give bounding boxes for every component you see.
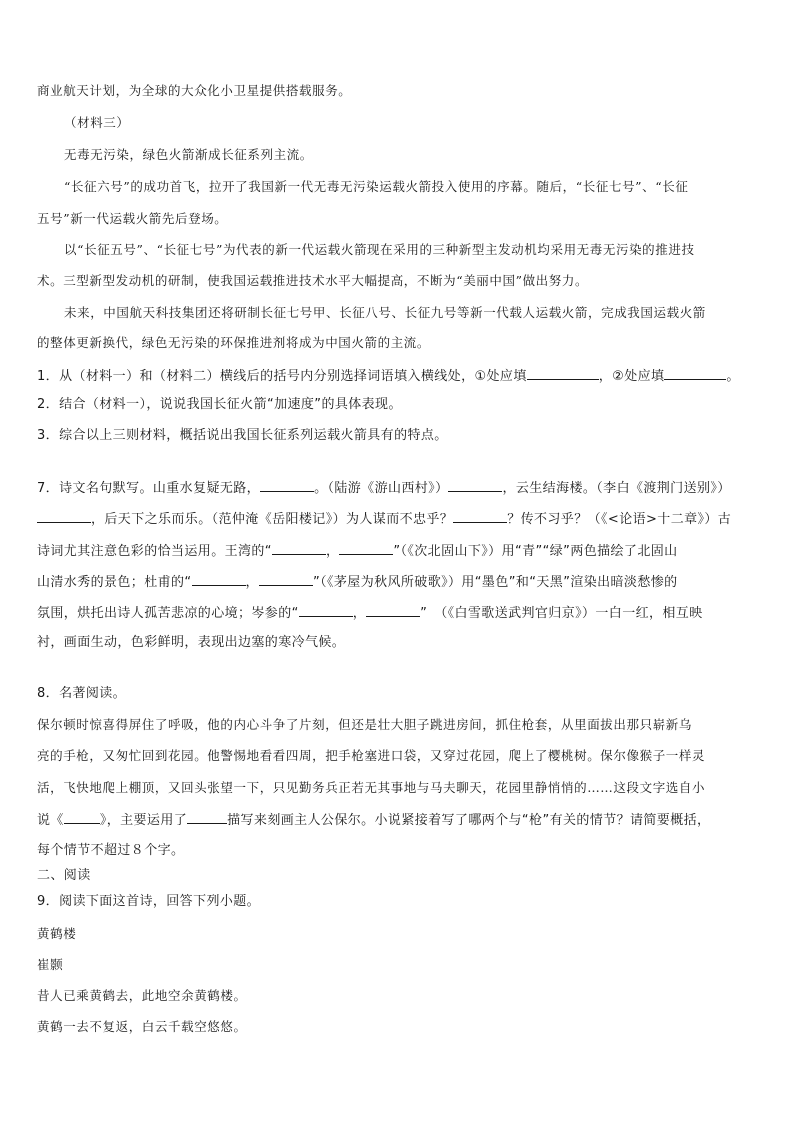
section-2-heading: 二、阅读 bbox=[37, 868, 91, 883]
q7-blank-4[interactable] bbox=[453, 509, 507, 523]
q8-title: 8．名著阅读。 bbox=[37, 686, 127, 701]
q8-line1: 保尔顿时惊喜得屏住了呼吸，他的内心斗争了片刻，但还是壮大胆子跳进房间，抓住枪套，从里面拔出那只崭新乌 bbox=[37, 717, 693, 732]
material3-p1: 无毒无污染，绿色火箭渐成长征系列主流。 bbox=[64, 147, 313, 162]
q7-blank-1[interactable] bbox=[260, 478, 314, 492]
q7-l5-c: ” （《白雪歌送武判官归京》）一白一红，相互映 bbox=[420, 606, 703, 621]
q7-blank-7[interactable] bbox=[192, 572, 246, 586]
q7-l3-c: ”（《次北固山下》）用“青”“绿”两色描绘了北固山 bbox=[393, 544, 678, 559]
q7-l4-a: 山清水秀的景色；杜甫的“ bbox=[37, 575, 192, 590]
q7-blank-10[interactable] bbox=[366, 603, 420, 617]
material3-p2a: “长征六号”的成功首飞，拉开了我国新一代无毒无污染运载火箭投入使用的序幕。随后，“长征七号”、“长征 bbox=[64, 179, 689, 194]
q7-line1 bbox=[37, 478, 757, 498]
q7-l4-c: ”（《茅屋为秋风所破歌》）用“墨色”和“天黑”渲染出暗淡愁惨的 bbox=[312, 575, 678, 590]
q8-blank-2[interactable] bbox=[187, 810, 227, 824]
poem-author: 崔颢 bbox=[37, 957, 64, 972]
material3-p4a: 未来，中国航天科技集团还将研制长征七号甲、长征八号、长征九号等新一代载人运载火箭，完成我国运载火箭 bbox=[64, 305, 706, 320]
q6-sub1-text-a: 1．从（材料一）和（材料二）横线后的括号内分别选择词语填入横线处，①处应填 bbox=[37, 369, 527, 384]
q6-sub1-text-c: 。 bbox=[726, 369, 740, 384]
material3-p2b: 五号”新一代运载火箭先后登场。 bbox=[37, 211, 228, 226]
q7-l4-b: ， bbox=[245, 575, 259, 590]
q8-l4-b: 》，主要运用了 bbox=[99, 813, 188, 828]
q7-l2-a: ，后天下之乐而乐。（范仲淹《岳阳楼记》）为人谋而不忠乎？ bbox=[91, 512, 454, 527]
q7-line3 bbox=[37, 541, 757, 561]
q7-blank-9[interactable] bbox=[299, 603, 353, 617]
q7-blank-2[interactable] bbox=[448, 478, 502, 492]
q6-sub3: 3．综合以上三则材料，概括说出我国长征系列运载火箭具有的特点。 bbox=[37, 428, 448, 443]
q6-blank-1[interactable] bbox=[527, 366, 599, 380]
q7-blank-5[interactable] bbox=[272, 541, 326, 555]
q7-l1-c: ，云生结海楼。（李白《渡荆门送别》） bbox=[502, 481, 731, 496]
q7-blank-8[interactable] bbox=[259, 572, 313, 586]
material3-heading: （材料三） bbox=[64, 115, 130, 130]
q7-l5-b: ， bbox=[352, 606, 367, 621]
q7-line5 bbox=[37, 603, 757, 623]
q8-l4-c: 描写来刻画主人公保尔。小说紧接着写了哪两个与“枪”有关的情节？请简要概括， bbox=[227, 813, 711, 828]
q7-line6: 衬，画面生动，色彩鲜明，表现出边塞的寒冷气候。 bbox=[37, 635, 346, 650]
q6-blank-2[interactable] bbox=[664, 366, 726, 380]
q7-l1-b: 。（陆游《游山西村》） bbox=[314, 481, 449, 496]
material3-p3a: 以“长征五号”、“长征七号”为代表的新一代运载火箭现在采用的三种新型主发动机均采用无毒无污染的推进技 bbox=[64, 242, 695, 257]
q6-sub1 bbox=[37, 366, 757, 386]
q8-line2: 亮的手枪，又匆忙回到花园。他警惕地看看四周，把手枪塞进口袋，又穿过花园，爬上了樱桃树。保尔像猴子一样灵 bbox=[37, 748, 706, 763]
poem-title: 黄鹤楼 bbox=[37, 926, 77, 941]
q7-l2-b: ？传不习乎？（《<论语>十二章》）古 bbox=[507, 512, 732, 527]
q7-blank-6[interactable] bbox=[339, 541, 393, 555]
q8-line3: 活，飞快地爬上棚顶，又回头张望一下，只见勤务兵正若无其事地与马夫聊天，花园里静悄悄的……这段文字选自小 bbox=[37, 780, 706, 795]
q9-prompt: 9．阅读下面这首诗，回答下列小题。 bbox=[37, 894, 261, 909]
q7-line4 bbox=[37, 572, 757, 592]
poem-line-2: 黄鹤一去不复返，白云千载空悠悠。 bbox=[37, 1019, 247, 1034]
poem-line-1: 昔人已乘黄鹤去，此地空余黄鹤楼。 bbox=[37, 988, 247, 1003]
q7-l3-a: 诗词尤其注意色彩的恰当运用。王湾的“ bbox=[37, 544, 272, 559]
q7-l5-a: 氛围，烘托出诗人孤苦悲凉的心境；岑参的“ bbox=[37, 606, 299, 621]
q8-l4-a: 说《 bbox=[37, 813, 64, 828]
q7-l3-b: ， bbox=[325, 544, 340, 559]
q7-l1-a: 7．诗文名句默写。山重水复疑无路， bbox=[37, 481, 261, 496]
q8-line4 bbox=[37, 810, 757, 830]
q7-line2 bbox=[37, 509, 757, 529]
material2-tail: 商业航天计划，为全球的大众化小卫星提供搭载服务。 bbox=[37, 83, 352, 98]
q8-blank-1[interactable] bbox=[64, 810, 100, 824]
q8-line5: 每个情节不超过８个字。 bbox=[37, 843, 185, 858]
q7-blank-3[interactable] bbox=[37, 509, 91, 523]
material3-p4b: 的整体更新换代，绿色无污染的环保推进剂将成为中国火箭的主流。 bbox=[37, 335, 431, 350]
material3-p3b: 术。三型新型发动机的研制，使我国运载推进技术水平大幅提高，不断为“美丽中国”做出努力。 bbox=[37, 273, 589, 288]
q6-sub1-text-b: ，②处应填 bbox=[598, 369, 665, 384]
q6-sub2: 2．结合（材料一），说说我国长征火箭“加速度”的具体表现。 bbox=[37, 397, 402, 412]
